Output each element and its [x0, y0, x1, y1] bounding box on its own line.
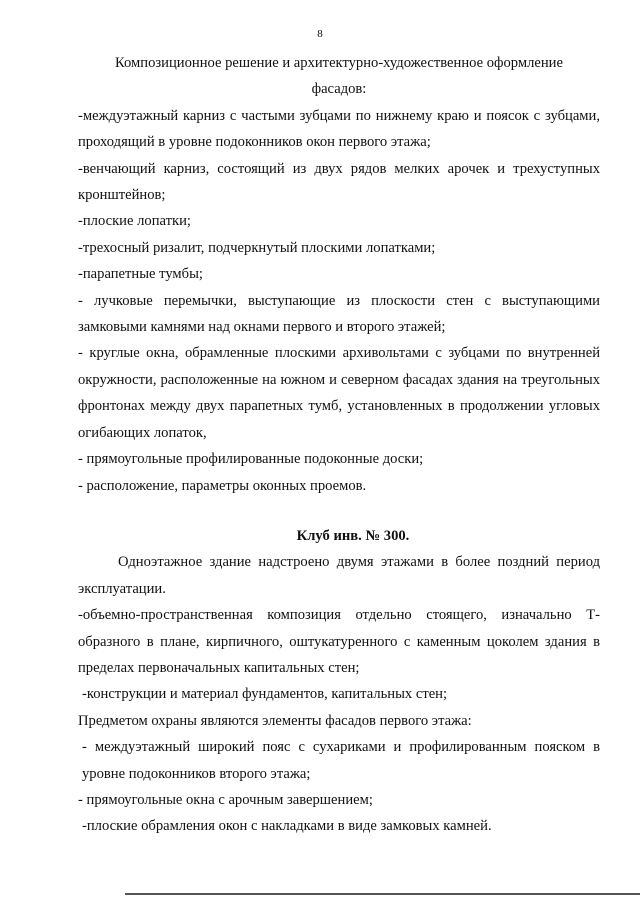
list-item: - прямоугольные профилированные подоконные доски; [78, 451, 424, 468]
facade-list-item: - междуэтажный широкий пояс с сухариками и профилированным пояском в уровне подоконников второго этажа; [82, 739, 600, 782]
list-item: -плоские лопатки; [78, 213, 191, 230]
section-heading-club: Клуб инв. № 300. [296, 527, 410, 544]
scan-edge-line [125, 893, 640, 895]
list-item: -конструкции и материал фундаментов, капитальных стен; [82, 686, 448, 703]
facade-list-item: - прямоугольные окна с арочным завершением; [78, 791, 373, 808]
document-body [78, 50, 600, 840]
list-item: -междуэтажный карниз с частыми зубцами по нижнему краю и поясок с зубцами, проходящий в уровне подоконников окон первого этажа; [78, 107, 600, 151]
list-item: -объемно-пространственная композиция отдельно стоящего, изначально Т-образного в плане, кирпичного, оштукатуренного с каменным цоколем здания в пределах первоначальных капитальных стен; [78, 607, 600, 676]
list-item: - круглые окна, обрамленные плоскими архивольтами с зубцами по внутренней окружности, расположенные на южном и северном фасадах здания на треугольных фронтонах между двух парапетных тумб, установленных в продолжении угловых огибающих лопаток, [78, 345, 600, 441]
list-item: -трехосный ризалит, подчеркнутый плоскими лопатками; [78, 239, 436, 256]
page-number: 8 [317, 28, 323, 40]
protection-subject-line: Предметом охраны являются элементы фасадов первого этажа: [78, 712, 472, 729]
section-title-line-2: фасадов: [311, 81, 367, 98]
intro-paragraph: Одноэтажное здание надстроено двумя этажами в более поздний период эксплуатации. [78, 554, 600, 597]
facade-list-item: -плоские обрамления окон с накладками в виде замковых камней. [82, 818, 492, 835]
section-title-line-1: Композиционное решение и архитектурно-художественное оформление [115, 55, 563, 71]
list-item: -венчающий карниз, состоящий из двух рядов мелких арочек и трехуступных кронштейнов; [78, 160, 600, 204]
list-item: -парапетные тумбы; [78, 266, 203, 283]
list-item: - лучковые перемычки, выступающие из плоскости стен с выступающими замковыми камнями над окнами первого и второго этажей; [78, 292, 600, 336]
list-item: - расположение, параметры оконных проемов. [78, 477, 367, 494]
